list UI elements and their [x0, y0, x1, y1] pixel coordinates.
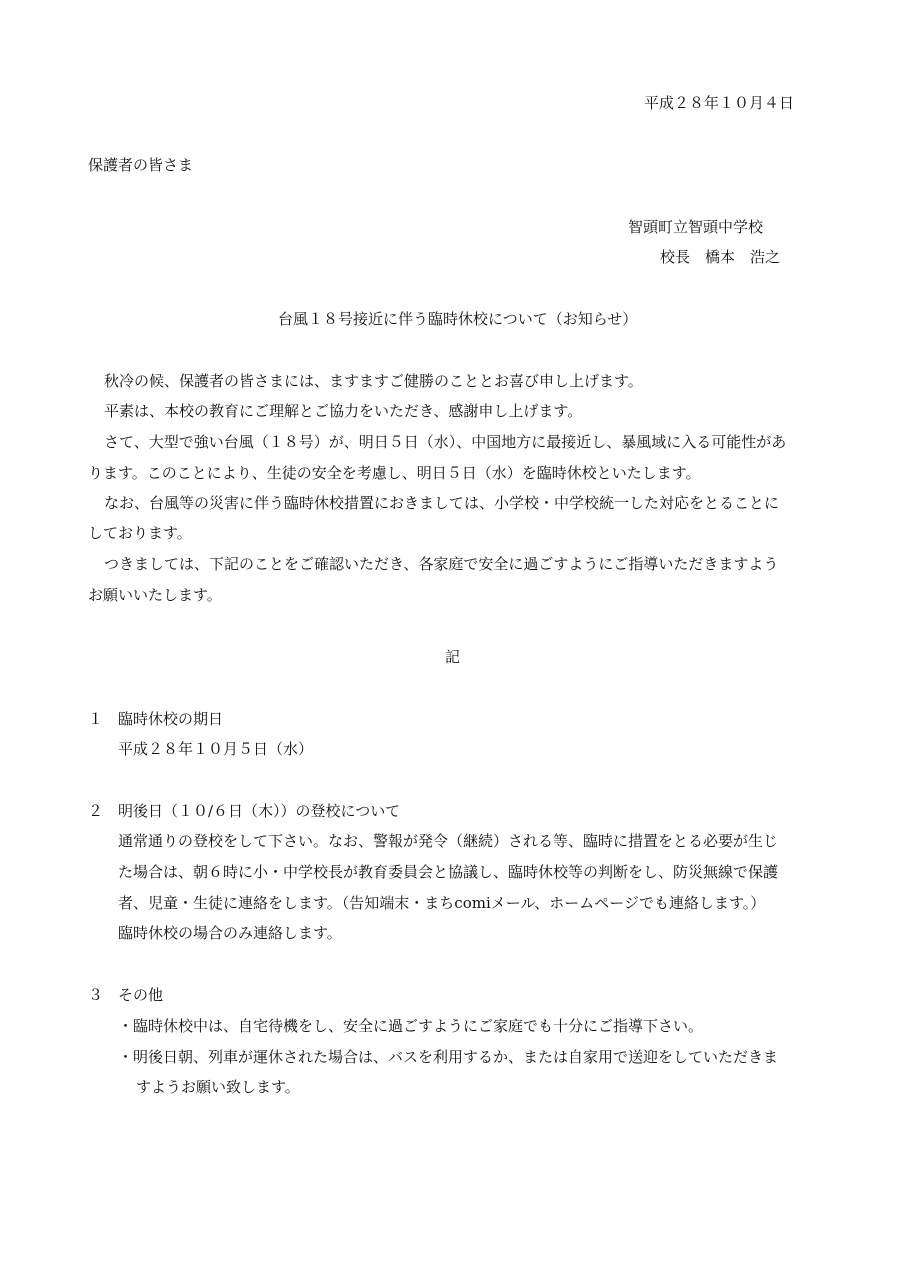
item-heading: 明後日（１０/６日（木））の登校について: [118, 802, 401, 820]
item-line: 臨時休校の場合のみ連絡します。: [118, 924, 342, 942]
issue-date: 平成２８年１０月４日: [644, 94, 795, 112]
body-line: なお、台風等の災害に伴う臨時休校措置におきましては、小学校・中学校統一した対応をとることに: [104, 494, 780, 512]
body-line: 秋冷の候、保護者の皆さまには、ますますご健勝のこととお喜び申し上げます。: [104, 372, 643, 390]
body-line: さて、大型で強い台風（１８号）が、明日５日（水）、中国地方に最接近し、暴風域に入る可能性があ: [104, 433, 787, 451]
item-number: ３: [88, 986, 104, 1004]
bullet-item: ・明後日朝、列車が運休された場合は、バスを利用するか、または自家用で送迎をしていただきま: [118, 1048, 779, 1066]
body-line: しております。: [88, 524, 192, 542]
item-line: 通常通りの登校をして下さい。なお、警報が発令（継続）される等、臨時に措置をとる必要が生じ: [118, 832, 779, 850]
item-number: １: [88, 710, 104, 728]
ki-heading: 記: [445, 648, 461, 666]
body-line: 平素は、本校の教育にご理解とご協力をいただき、感謝申し上げます。: [104, 402, 583, 420]
item-line: た場合は、朝６時に小・中学校長が教育委員会と協議し、臨時休校等の判断をし、防災無線で保護: [118, 863, 779, 881]
item-heading: 臨時休校の期日: [118, 710, 224, 728]
sender-school: 智頭町立智頭中学校: [628, 218, 764, 236]
bullet-item: ・臨時休校中は、自宅待機をし、安全に過ごすようにご家庭でも十分にご指導下さい。: [118, 1017, 704, 1035]
item-heading: その他: [118, 986, 164, 1004]
body-line: つきましては、下記のことをご確認いただき、各家庭で安全に過ごすようにご指導いただきますよう: [104, 555, 779, 573]
item-number: ２: [88, 802, 104, 820]
recipient: 保護者の皆さま: [88, 156, 194, 174]
body-line: お願いいたします。: [88, 586, 222, 604]
document-title: 台風１８号接近に伴う臨時休校について（お知らせ）: [278, 310, 638, 328]
sender-principal: 校長 橋本 浩之: [660, 248, 781, 266]
item-line: 平成２８年１０月５日（水）: [118, 740, 314, 758]
bullet-item-continuation: すようお願い致します。: [136, 1078, 300, 1096]
item-line: 者、児童・生徒に連絡をします。（告知端末・まちcomiメール、ホームページでも連絡します。）: [118, 894, 766, 912]
body-line: ります。このことにより、生徒の安全を考慮し、明日５日（水）を臨時休校といたします。: [88, 464, 701, 482]
